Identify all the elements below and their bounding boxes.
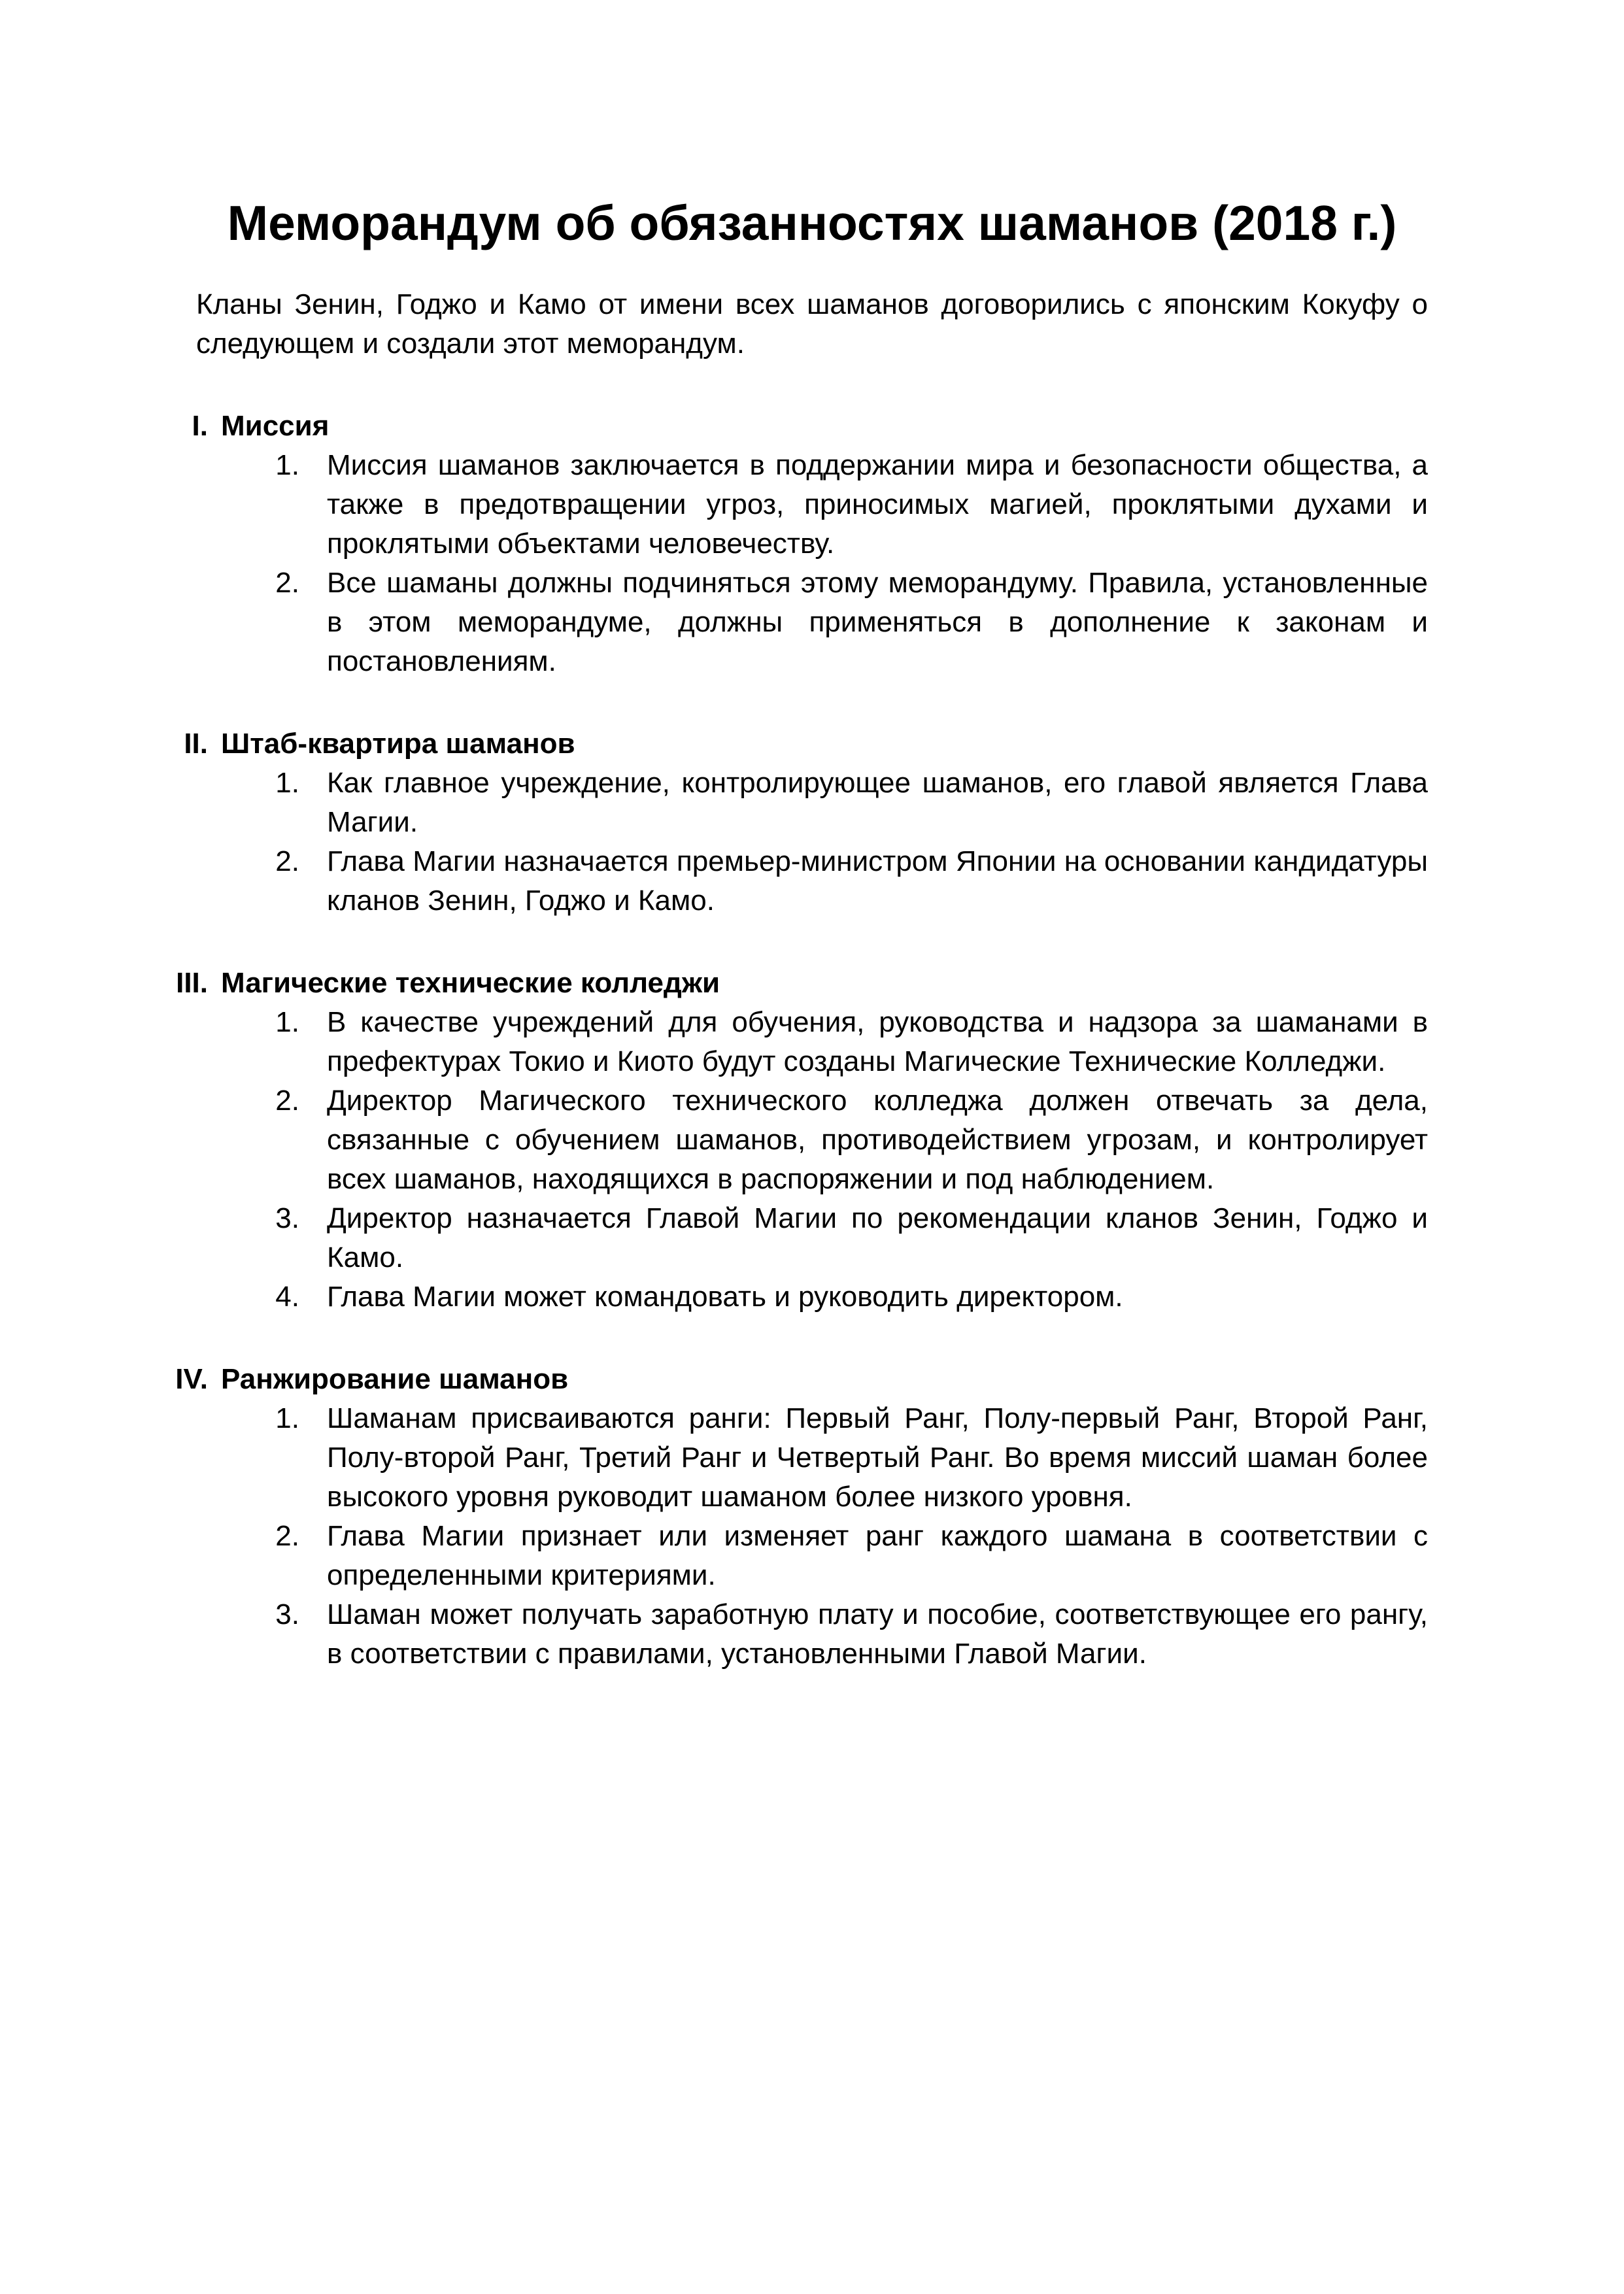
- list-item-number: 4.: [275, 1281, 299, 1313]
- list-item: [196, 1517, 1428, 1595]
- list-item-number: 1.: [275, 767, 299, 799]
- list-item: [196, 1399, 1428, 1517]
- list-item: [196, 1081, 1428, 1199]
- list-item-number: 3.: [275, 1598, 299, 1630]
- section-numeral: II.: [184, 728, 208, 760]
- section-ranking: [175, 1360, 1428, 1674]
- list-item: [196, 842, 1428, 920]
- section-numeral: IV.: [175, 1363, 208, 1395]
- list-item-number: 2.: [275, 1520, 299, 1552]
- list-item-number: 3.: [275, 1202, 299, 1234]
- section-heading-row: [192, 407, 1428, 446]
- section-heading: Ранжирование шаманов: [221, 1363, 569, 1395]
- list-item-text: Глава Магии назначается премьер-министром Японии на основании кандидатуры кланов Зенин, Годжо и Камо.: [327, 845, 1428, 917]
- list-item-text: Глава Магии признает или изменяет ранг каждого шамана в соответствии с определенными критериями.: [327, 1520, 1428, 1591]
- list-item-number: 1.: [275, 1006, 299, 1038]
- list-item-text: Директор Магического технического колледжа должен отвечать за дела, связанные с обучением шаманов, противодействием угрозам, и контролирует всех шаманов, находящихся в распоряжении и под наблюдением.: [327, 1085, 1428, 1195]
- list-item-number: 1.: [275, 1402, 299, 1434]
- list-item-text: Как главное учреждение, контролирующее шаманов, его главой является Глава Магии.: [327, 767, 1428, 838]
- list-item-text: Директор назначается Главой Магии по рекомендации кланов Зенин, Годжо и Камо.: [327, 1202, 1428, 1274]
- list-item-number: 1.: [275, 449, 299, 481]
- list-item-text: Глава Магии может командовать и руководить директором.: [327, 1281, 1123, 1313]
- list-item-number: 2.: [275, 1085, 299, 1117]
- section-heading: Миссия: [221, 410, 330, 442]
- section-headquarters: [184, 724, 1428, 920]
- list-item: [196, 1003, 1428, 1081]
- section-heading-row: [184, 724, 1428, 764]
- list-item: [196, 764, 1428, 842]
- list-item: [196, 1277, 1428, 1317]
- list-item: [196, 1595, 1428, 1674]
- list-item-text: Шаман может получать заработную плату и пособие, соответствующее его рангу, в соответствии с правилами, установленными Главой Магии.: [327, 1598, 1428, 1670]
- list-item-number: 2.: [275, 567, 299, 599]
- section-heading: Магические технические колледжи: [221, 967, 720, 999]
- section-mission: [192, 407, 1428, 681]
- list-item-text: Все шаманы должны подчиняться этому меморандуму. Правила, установленные в этом меморандуме, должны применяться в дополнение к законам и постановлениям.: [327, 567, 1428, 677]
- list-item-text: Шаманам присваиваются ранги: Первый Ранг, Полу-первый Ранг, Второй Ранг, Полу-второй Ранг, Третий Ранг и Четвертый Ранг. Во время миссий шаман более высокого уровня руководит шаманом более низкого уровня.: [327, 1402, 1428, 1513]
- list-item: [196, 446, 1428, 564]
- list-item-number: 2.: [275, 845, 299, 877]
- list-item: [196, 1199, 1428, 1277]
- section-numeral: I.: [192, 410, 208, 442]
- intro-paragraph: Кланы Зенин, Годжо и Камо от имени всех шаманов договорились с японским Кокуфу о следующем и создали этот меморандум.: [196, 288, 1428, 360]
- section-heading-row: [176, 964, 1428, 1003]
- section-numeral: III.: [176, 967, 208, 999]
- list-item: [196, 564, 1428, 681]
- list-item-text: В качестве учреждений для обучения, руководства и надзора за шаманами в префектурах Токио и Киото будут созданы Магические Технические Колледжи.: [327, 1006, 1428, 1077]
- document-title: Меморандум об обязанностях шаманов (2018 г.): [227, 195, 1397, 250]
- section-heading-row: [175, 1360, 1428, 1399]
- list-item-text: Миссия шаманов заключается в поддержании мира и безопасности общества, а также в предотвращении угроз, приносимых магией, проклятыми духами и проклятыми объектами человечеству.: [327, 449, 1428, 560]
- section-colleges: [176, 964, 1428, 1317]
- section-heading: Штаб-квартира шаманов: [221, 728, 575, 760]
